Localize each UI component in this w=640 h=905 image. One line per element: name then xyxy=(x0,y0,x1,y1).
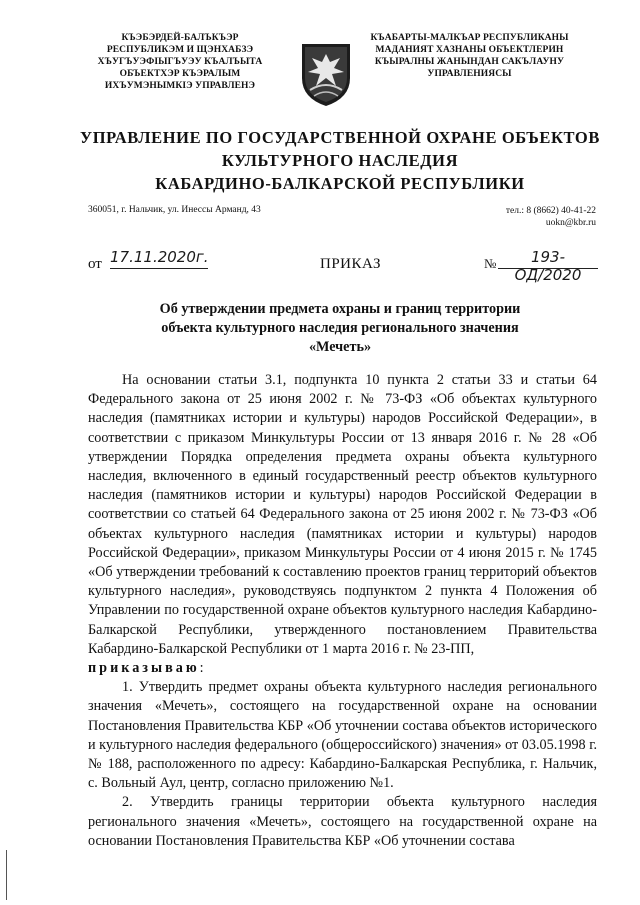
contact-block xyxy=(506,205,596,229)
header-right-line: КЪАБАРТЫ-МАЛКЪАР РЕСПУБЛИКАНЫ xyxy=(370,33,569,43)
header-left-line: ХЪУГЪУЭФІЫГЪУЭУ КЪАЛЪЫТА xyxy=(97,57,263,67)
order-item-2: 2. Утвердить границы территории объекта культурного наследия регионального значения «Мечеть», состоящего на государственной охране на основании Постановления Правительства КБР «Об уточнении состава xyxy=(88,794,597,849)
subject-line: объекта культурного наследия регионального значения xyxy=(161,320,519,336)
header-left-line: КЪЭБЭРДЕЙ-БАЛЪКЪЭР xyxy=(121,33,239,43)
order-number: 193-ОД/2020 xyxy=(498,248,598,269)
header-right-block xyxy=(362,32,577,80)
header-left-line: ИХЪУМЭНЫМКІЭ УПРАВЛЕНЭ xyxy=(104,81,256,91)
order-item-1: 1. Утвердить предмет охраны объекта культурного наследия регионального значения «Мечеть», состоящего на государственной охране на основании Постановления Правительства КБР «Об уточнении состава объектов исторического и культурного наследия федерального (общероссийского) значения» от 03.05.1998 г. № 188, расположенного по адресу: Кабардино-Балкарская Республика, г. Нальчик, с. Вольный Аул, центр, согласно приложению №1. xyxy=(88,679,597,792)
number-prefix: № xyxy=(484,256,497,271)
header-right-line: УПРАВЛЕНИЯСЫ xyxy=(427,69,512,79)
order-body xyxy=(88,371,597,851)
command-colon: : xyxy=(199,660,204,677)
preamble-paragraph: На основании статьи 3.1, подпункта 10 пункта 2 статьи 33 и статьи 64 Федерального закона от 25 июня 2002 г. № 73-ФЗ «Об объектах культурного наследия (памятниках истории и культуры) народов Российской Федерации», в соответствии с приказом Минкультуры России от 13 января 2016 г. № 28 «Об утверждении Порядка определения предмета охраны объекта культурного наследия, включенного в единый государственный реестр объектов культурного наследия (памятников истории и культуры) народов Российской Федерации в соответствии со статьей 64 Федерального закона от 25 июня 2002 г. № 73-ФЗ «Об объектах культурного наследия (памятниках истории и культуры) народов Российской Федерации», приказом Минкультуры России от 4 июня 2015 г. № 1745 «Об утверждении требований к составлению проектов границ территорий объектов культурного наследия», руководствуясь подпунктом 2 пункта 4 Положения об Управлении по государственной охране объектов культурного наследия Кабардино-Балкарской Республики, утвержденного постановлением Правительства Кабардино-Балкарской Республики от 1 марта 2016 г. № 23-ПП, xyxy=(88,372,597,657)
subject-line: Об утверждении предмета охраны и границ территории xyxy=(159,301,521,317)
header-left-block xyxy=(80,32,280,92)
command-line xyxy=(88,659,597,678)
order-header-row xyxy=(88,246,596,284)
organization-title-line: КАБАРДИНО-БАЛКАРСКОЙ РЕСПУБЛИКИ xyxy=(155,174,525,193)
scan-margin-line xyxy=(6,850,7,900)
command-word: приказываю xyxy=(88,660,200,677)
order-date: 17.11.2020г. xyxy=(110,248,208,269)
date-prefix: от xyxy=(88,256,102,272)
subject-line: «Мечеть» xyxy=(308,339,372,355)
header-right-line: МАДАНИЯТ ХАЗНАНЫ ОБЪЕКТЛЕРИН xyxy=(375,45,564,55)
email-address: uokn@kbr.ru xyxy=(545,218,596,228)
phone-number: тел.: 8 (8662) 40-41-22 xyxy=(505,206,596,216)
order-title: ПРИКАЗ xyxy=(320,256,381,272)
organization-title-line: КУЛЬТУРНОГО НАСЛЕДИЯ xyxy=(221,151,459,170)
organization-title-line: УПРАВЛЕНИЕ ПО ГОСУДАРСТВЕННОЙ ОХРАНЕ ОБЪЕКТОВ xyxy=(80,128,600,147)
order-subject xyxy=(100,300,580,357)
header-left-line: ОБЪЕКТХЭР КЪЭРАЛЫМ xyxy=(119,69,241,79)
organization-address: 360051, г. Нальчик, ул. Инессы Арманд, 43 xyxy=(88,205,261,215)
header-left-line: РЕСПУБЛИКЭМ И ЩЭНХАБЗЭ xyxy=(106,45,254,55)
coat-of-arms-icon xyxy=(296,40,356,108)
header-right-line: КЪЫРАЛНЫ ЖАНЫНДАН САКЪЛАУНУ xyxy=(374,57,565,67)
